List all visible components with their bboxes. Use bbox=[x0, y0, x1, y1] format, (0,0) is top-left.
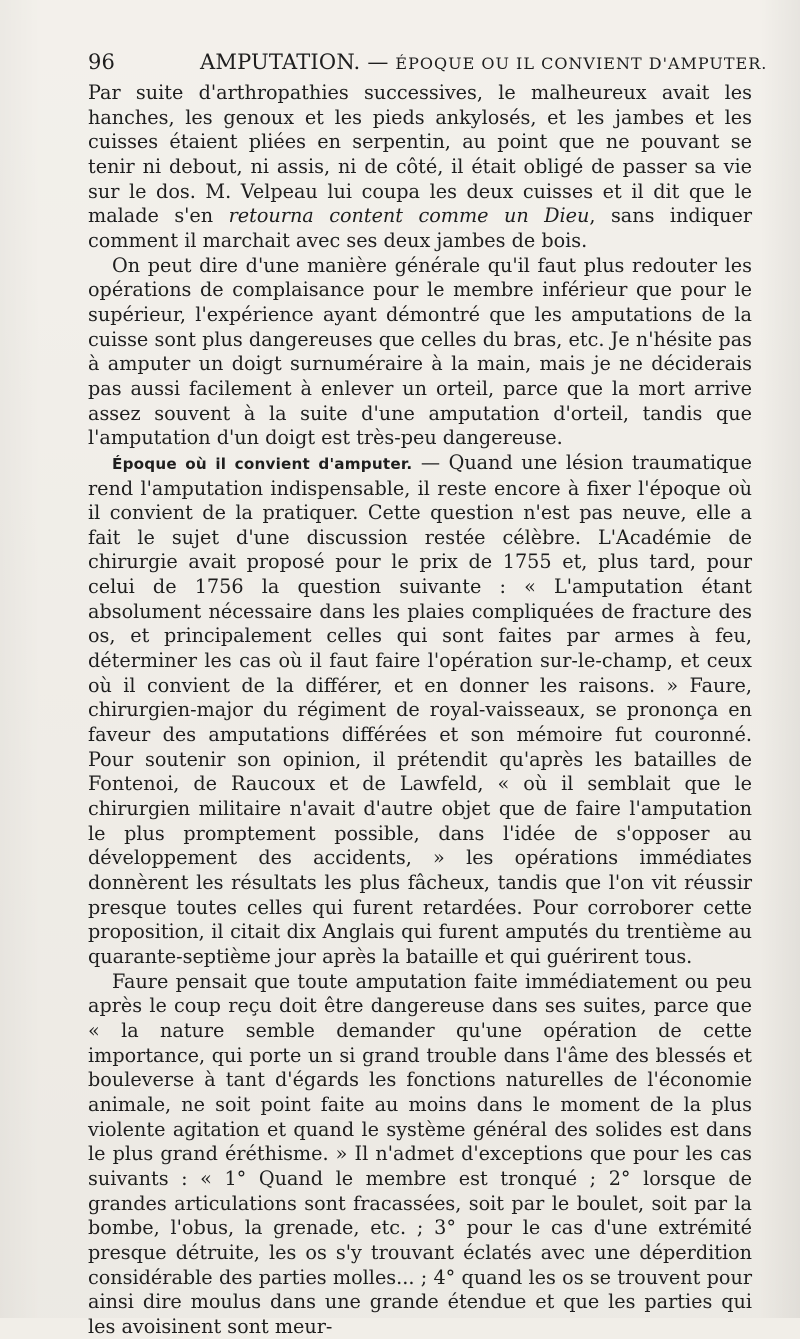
page-body bbox=[88, 81, 752, 1339]
paragraph-4 bbox=[88, 970, 752, 1339]
paragraph-3 bbox=[88, 451, 752, 970]
paragraph-2 bbox=[88, 254, 752, 451]
paragraph-1-italic: retourna content comme un Dieu bbox=[228, 204, 590, 228]
paragraph-1-text-b: , sans indiquer comment il marchait avec ses deux jambes de bois. bbox=[88, 204, 752, 252]
header-separator: — bbox=[367, 50, 389, 74]
section-heading: Époque où il convient d'amputer. bbox=[112, 454, 413, 473]
running-header bbox=[88, 48, 768, 76]
paragraph-2-text: On peut dire d'une manière générale qu'il faut plus redouter les opérations de complaisance pour le membre inférieur que pour le supérieur, l'expérience ayant démontré que les amputations de la cuisse sont plus dangereuses que celles du bras, etc. Je n'hésite pas à amputer un doigt surnuméraire à la main, mais je ne déciderais pas aussi facilement à enlever un orteil, parce que la mort arrive assez souvent à la suite d'une amputation d'orteil, tandis que l'amputation d'un doigt est très-peu dangereuse. bbox=[88, 253, 752, 450]
header-title: AMPUTATION. bbox=[200, 50, 361, 74]
paragraph-1 bbox=[88, 81, 752, 254]
page-number: 96 bbox=[88, 50, 116, 74]
paragraph-1-text-a: Par suite d'arthropathies successives, le malheureux avait les hanches, les genoux et les pieds ankylosés, et les jambes et les cuisses étaient pliées en serpentin, au point que ne pouvant se tenir ni debout, ni assis, ni de côté, il était obligé de passer sa vie sur le dos. M. Velpeau lui coupa les deux cuisses et il dit que le malade s'en bbox=[88, 81, 752, 228]
paragraph-3-text: — Quand une lésion traumatique rend l'amputation indispensable, il reste encore à fixer l'époque où il convient de la pratiquer. Cette question n'est pas neuve, elle a fait le sujet d'une discussion restée célèbre. L'Académie de chirurgie avait proposé pour le prix de 1755 et, plus tard, pour celui de 1756 la question suivante : « L'amputation étant absolument nécessaire dans les plaies compliquées de fracture des os, et principalement celles qui sont faites par armes à feu, déterminer les cas où il faut faire l'opération sur-le-champ, et ceux où il convient de la différer, et en donner les raisons. » Faure, chirurgien-major du régiment de royal-vaisseaux, se prononça en faveur des amputations différées et son mémoire fut couronné. Pour soutenir son opinion, il prétendit qu'après les batailles de Fontenoi, de Raucoux et de Lawfeld, « où il semblait que le chirurgien militaire n'avait d'autre objet que de faire l'amputation le plus promptement possible, dans l'idée de s'opposer au développement des accidents, » les opérations immédiates donnèrent les résultats les plus fâcheux, tandis que l'on vit réussir presque toutes celles qui furent retardées. Pour corroborer cette proposition, il citait dix Anglais qui furent amputés du trentième au quarante-septième jour après la bataille et qui guérirent tous. bbox=[88, 450, 752, 968]
header-subtitle: ÉPOQUE OU IL CONVIENT D'AMPUTER. bbox=[395, 54, 768, 73]
paragraph-4-text: Faure pensait que toute amputation faite immédiatement ou peu après le coup reçu doit être dangereuse dans ses suites, parce que « la nature semble demander qu'une opération de cette importance, qui porte un si grand trouble dans l'âme des blessés et bouleverse à tant d'égards les fonctions naturelles de l'économie animale, ne soit point faite au moins dans le moment de la plus violente agitation et quand le système général des solides est dans le plus grand éréthisme. » Il n'admet d'exceptions que pour les cas suivants : « 1° Quand le membre est tronqué ; 2° lorsque de grandes articulations sont fracassées, soit par le boulet, soit par la bombe, l'obus, la grenade, etc. ; 3° pour le cas d'une extrémité presque détruite, les os s'y trouvant éclatés avec une déperdition considérable des parties molles... ; 4° quand les os se trouvent pour ainsi dire moulus dans une grande étendue et que les parties qui les avoisinent sont meur- bbox=[88, 969, 752, 1338]
header-title-group bbox=[200, 48, 767, 78]
